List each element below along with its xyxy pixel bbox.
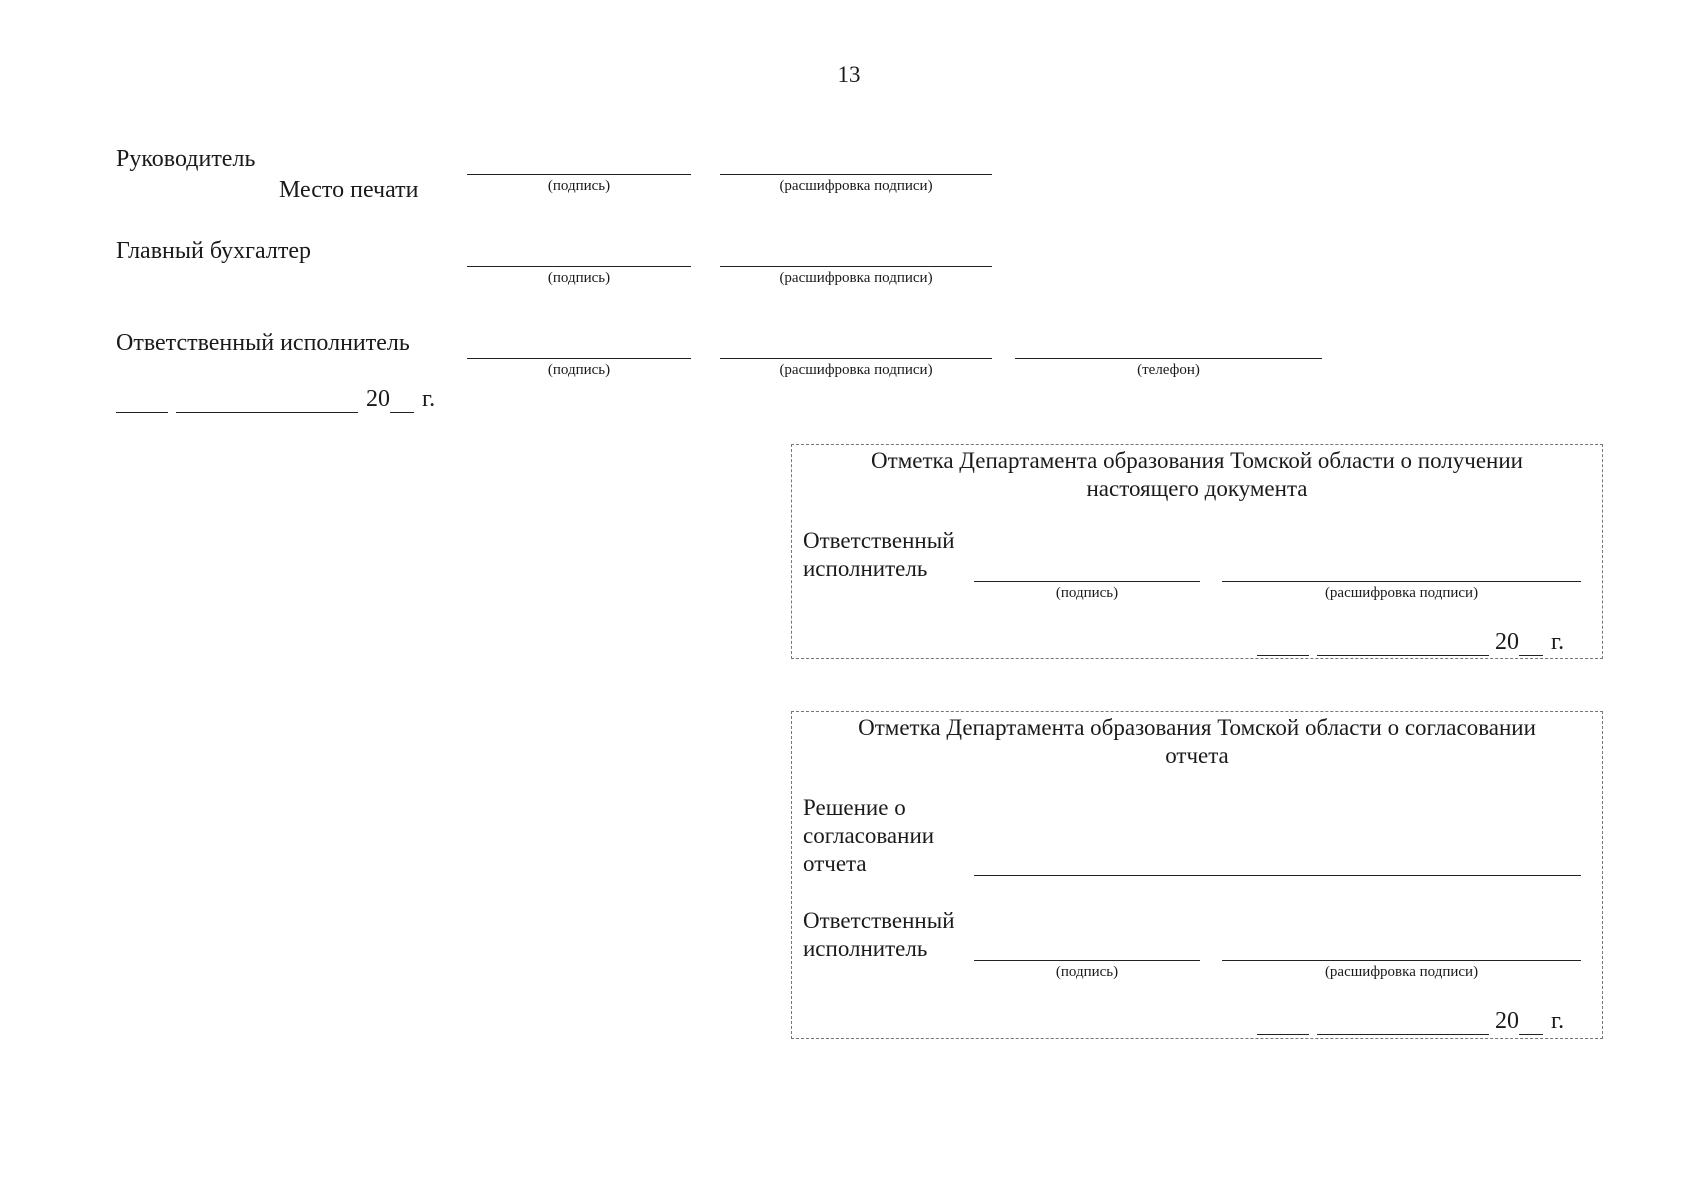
date-day-blank[interactable] [116, 390, 168, 413]
receipt-date-suffix: г. [1551, 629, 1565, 655]
receipt-executor-label: Ответственный исполнитель [803, 528, 955, 581]
date-suffix: г. [422, 386, 436, 412]
approval-date-suffix: г. [1551, 1008, 1565, 1034]
receipt-date [1257, 629, 1564, 656]
approval-transcript-line[interactable] [1222, 960, 1581, 961]
receipt-signature-caption: (подпись) [1055, 585, 1119, 601]
executor-label: Ответственный исполнитель [116, 330, 410, 356]
executor-phone-line[interactable] [1015, 358, 1322, 359]
date-year-blank[interactable] [390, 390, 414, 413]
page-number: 13 [837, 62, 861, 87]
receipt-transcript-caption: (расшифровка подписи) [1324, 585, 1479, 601]
receipt-date-month-blank[interactable] [1317, 633, 1489, 656]
approval-signature-caption: (подпись) [1055, 964, 1119, 980]
accountant-signature-caption: (подпись) [547, 270, 611, 286]
head-transcript-caption: (расшифровка подписи) [779, 178, 933, 194]
approval-date-month-blank[interactable] [1317, 1012, 1489, 1035]
approval-decision-line[interactable] [974, 875, 1581, 876]
executor-phone-caption: (телефон) [1137, 362, 1200, 378]
approval-mark-box [791, 711, 1603, 1039]
accountant-transcript-caption: (расшифровка подписи) [779, 270, 933, 286]
accountant-label: Главный бухгалтер [116, 238, 311, 264]
signature-date [116, 386, 435, 413]
approval-date-day-blank[interactable] [1257, 1012, 1309, 1035]
executor-transcript-line[interactable] [720, 358, 992, 359]
approval-date-year-prefix: 20 [1495, 1008, 1519, 1034]
accountant-signature-line[interactable] [467, 266, 691, 267]
executor-signature-line[interactable] [467, 358, 691, 359]
head-signature-line[interactable] [467, 174, 691, 175]
date-year-prefix: 20 [366, 386, 390, 412]
receipt-box-title: Отметка Департамента образования Томской области о получении настоящего документа [871, 448, 1523, 501]
approval-signature-line[interactable] [974, 960, 1200, 961]
receipt-date-year-blank[interactable] [1519, 633, 1543, 656]
receipt-date-year-prefix: 20 [1495, 629, 1519, 655]
receipt-mark-box [791, 444, 1603, 659]
head-label: Руководитель [116, 146, 256, 172]
approval-box-title: Отметка Департамента образования Томской области о согласовании отчета [858, 715, 1536, 768]
executor-signature-caption: (подпись) [547, 362, 611, 378]
seal-label: Место печати [279, 177, 419, 203]
approval-decision-label: Решение о согласовании отчета [803, 795, 935, 876]
receipt-date-day-blank[interactable] [1257, 633, 1309, 656]
approval-transcript-caption: (расшифровка подписи) [1324, 964, 1479, 980]
receipt-transcript-line[interactable] [1222, 581, 1581, 582]
receipt-signature-line[interactable] [974, 581, 1200, 582]
approval-executor-label: Ответственный исполнитель [803, 908, 955, 961]
head-transcript-line[interactable] [720, 174, 992, 175]
head-signature-caption: (подпись) [547, 178, 611, 194]
accountant-transcript-line[interactable] [720, 266, 992, 267]
approval-date-year-blank[interactable] [1519, 1012, 1543, 1035]
executor-transcript-caption: (расшифровка подписи) [779, 362, 933, 378]
date-month-blank[interactable] [176, 390, 358, 413]
approval-date [1257, 1008, 1564, 1035]
